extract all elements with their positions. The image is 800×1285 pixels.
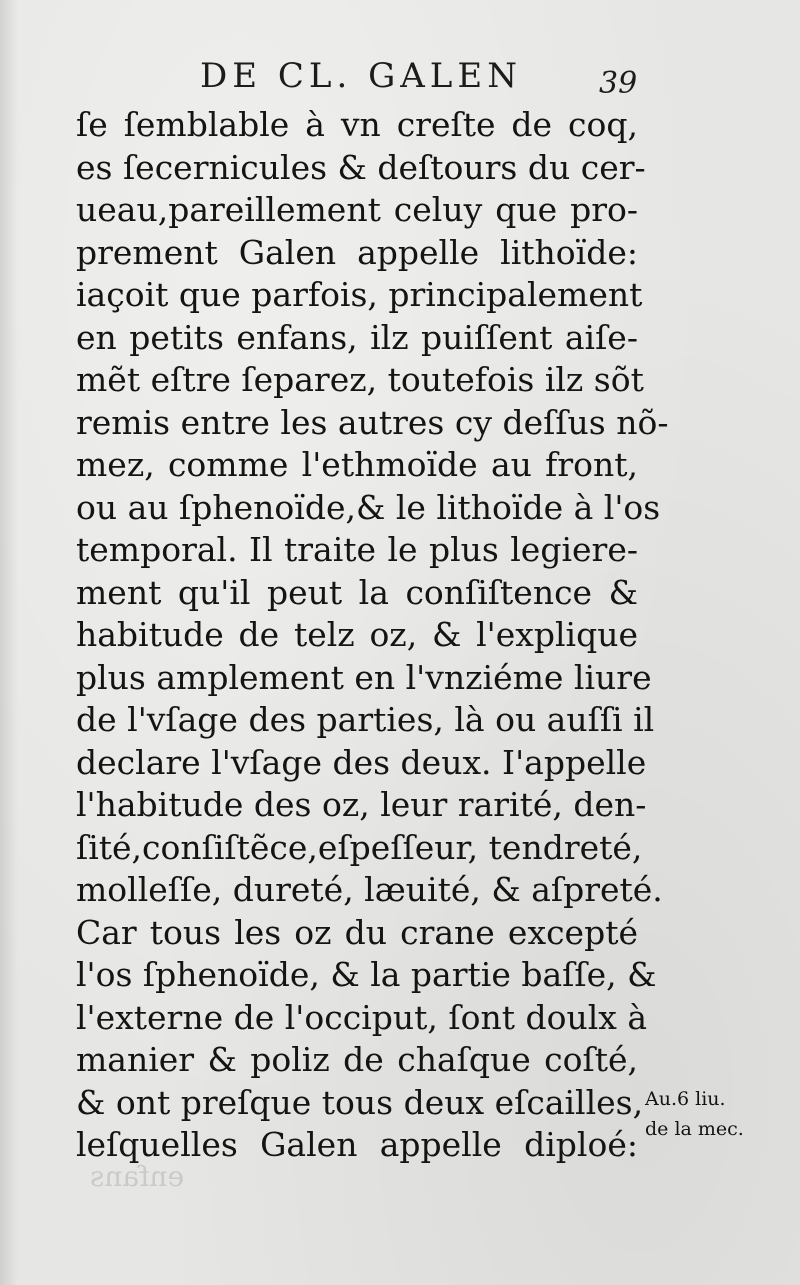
text-line: mez, comme l'ethmoïde au front, [76, 445, 638, 484]
text-line: declare l'vſage des deux. I'appelle [76, 742, 647, 782]
text-line: molleſſe, dureté, læuité, & aſpreté. [76, 870, 663, 909]
bleed-through-text: enfans [90, 1160, 185, 1193]
text-line: manier & poliz de chaſque coſté, [76, 1040, 638, 1079]
text-line: remis entre les autres cy deſſus nõ- [76, 402, 669, 442]
margin-note [645, 1084, 785, 1144]
running-head [0, 56, 800, 106]
text-line: de l'vſage des parties, là ou auſſi il [76, 700, 655, 739]
text-line: l'os ſphenoïde, & la partie baſſe, & [76, 955, 657, 994]
text-line: prement Galen appelle lithoïde: [76, 232, 638, 272]
margin-note-line: Au.6 liu. [645, 1088, 726, 1110]
running-title: DE CL. GALEN [200, 56, 522, 96]
text-line: mẽt eſtre ſeparez, toutefois ilz sõt [76, 360, 644, 399]
text-line: temporal. Il traite le plus legiere- [76, 530, 638, 569]
text-line: es ſecernicules & deſtours du cer- [76, 147, 646, 187]
text-line: habitude de telz oz, & l'explique [76, 615, 638, 654]
text-line: Car tous les oz du crane excepté [76, 912, 638, 952]
text-line: l'externe de l'occiput, ſont doulx à [76, 997, 648, 1037]
text-line: plus amplement en l'vnziéme liure [76, 657, 652, 697]
text-line: ueau,pareillement celuy que pro- [76, 190, 638, 229]
text-line: iaçoit que parfois, principalement [76, 275, 643, 314]
body-text [76, 104, 669, 1167]
text-line: ſité,conſiſtẽce,eſpeſſeur, tendreté, [76, 827, 643, 867]
text-line: & ont preſque tous deux eſcailles, [76, 1082, 644, 1122]
text-line: leſquelles Galen appelle diploé: [76, 1125, 638, 1164]
margin-note-line: de la mec. [645, 1118, 744, 1140]
text-line: ou au ſphenoïde,& le lithoïde à l'os [76, 487, 661, 527]
text-line: en petits enfans, ilz puiſſent aiſe- [76, 317, 638, 357]
page-number: 39 [599, 66, 638, 101]
text-line: ſe ſemblable à vn creſte de coq, [76, 105, 638, 144]
text-line: ment qu'il peut la conſiſtence & [76, 572, 638, 612]
text-line: l'habitude des oz, leur rarité, den- [76, 785, 647, 824]
page-gutter-shadow [0, 0, 18, 1285]
